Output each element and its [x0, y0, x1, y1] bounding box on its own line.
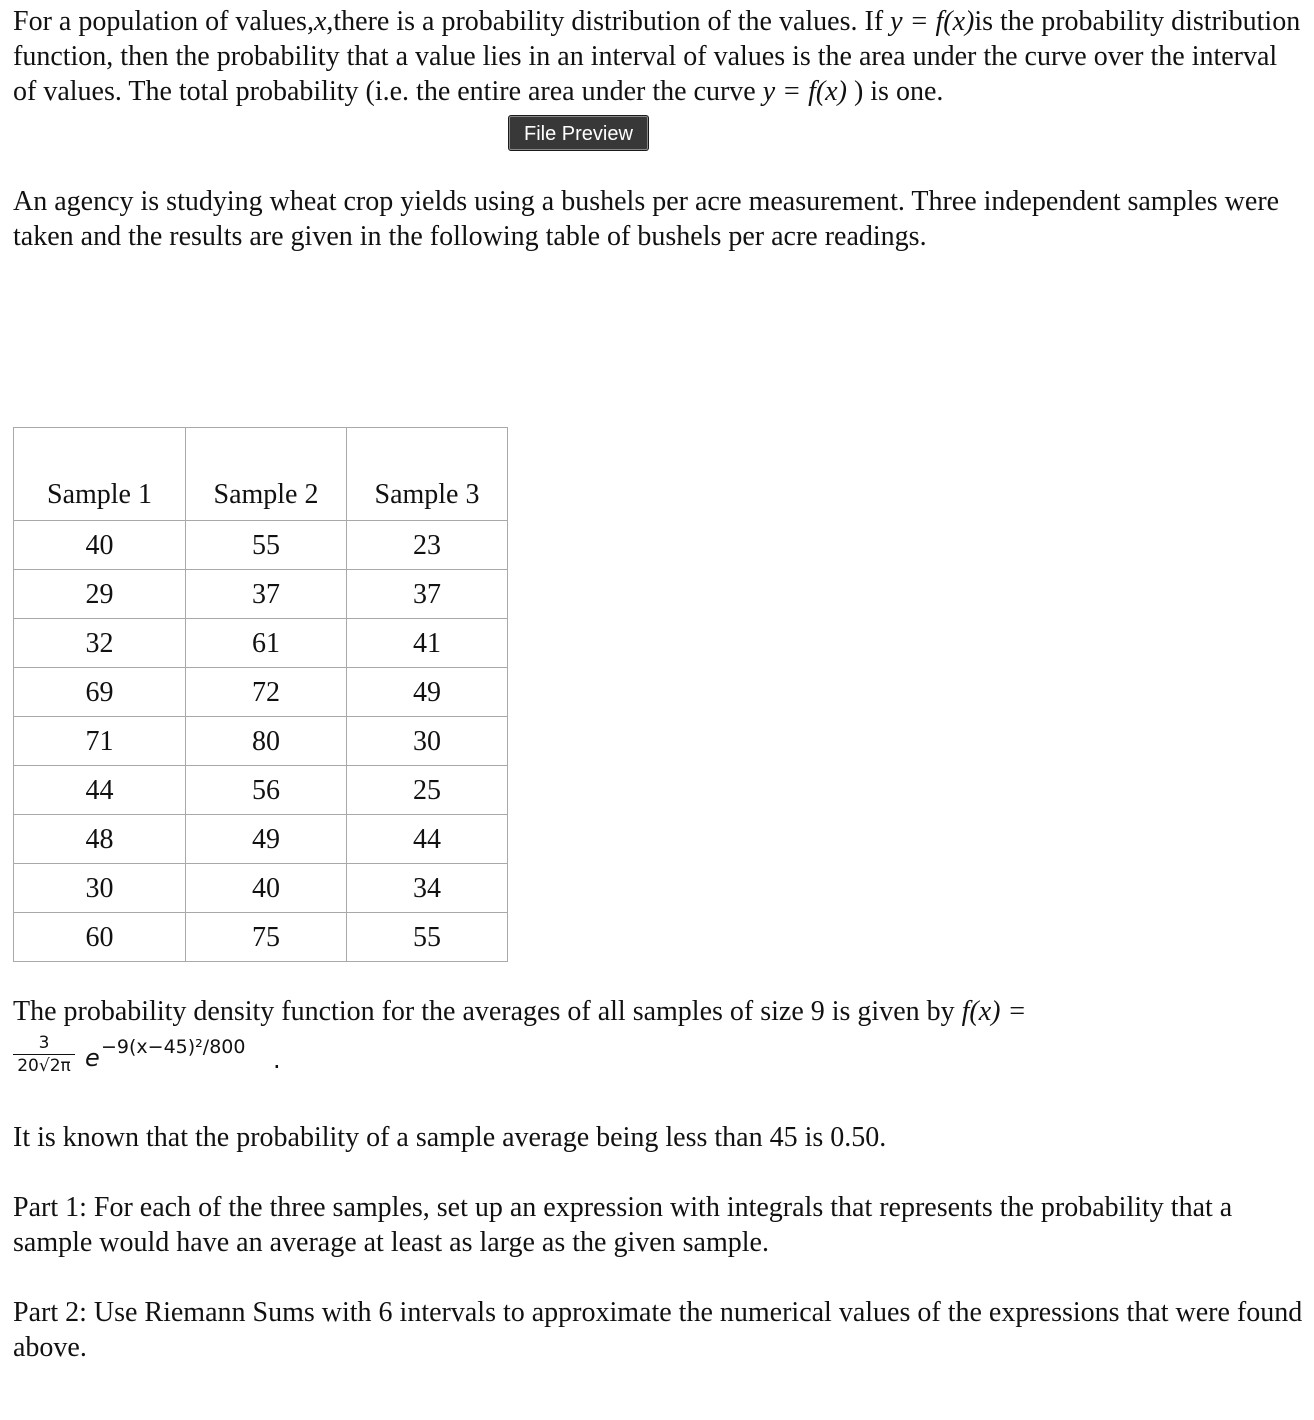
table-cell: 55: [186, 521, 347, 570]
table-cell: 25: [347, 766, 508, 815]
table-cell: 71: [14, 717, 186, 766]
part-2-paragraph: Part 2: Use Riemann Sums with 6 intervals to approximate the numerical values of the expressions that were found above.: [13, 1297, 1303, 1363]
pdf-period: .: [273, 1046, 281, 1074]
table-cell: 30: [347, 717, 508, 766]
table-cell: 55: [347, 913, 508, 962]
intro-text-1: For a population of values,: [13, 6, 314, 37]
table-cell: 37: [347, 570, 508, 619]
known-probability-paragraph: It is known that the probability of a sample average being less than 45 is 0.50.: [13, 1122, 887, 1153]
table-cell: 40: [14, 521, 186, 570]
intro-paragraph: [13, 4, 1303, 109]
table-cell: 49: [347, 668, 508, 717]
table-cell: 37: [186, 570, 347, 619]
pdf-lhs: f(x) =: [961, 996, 1027, 1027]
intro-text-4: ) is one.: [846, 76, 944, 107]
header-sample-1: Sample 1: [14, 428, 186, 521]
table-cell: 44: [14, 766, 186, 815]
table-cell: 60: [14, 913, 186, 962]
table-cell: 56: [186, 766, 347, 815]
header-sample-2: Sample 2: [186, 428, 347, 521]
table-row: [14, 913, 508, 962]
table-cell: 61: [186, 619, 347, 668]
intro-equation-1: y = f(x): [890, 6, 975, 37]
pdf-numerator: 3: [13, 1032, 75, 1055]
table-cell: 34: [347, 864, 508, 913]
table-header-row: [14, 428, 508, 521]
pdf-exponential-base: e: [85, 1044, 100, 1072]
samples-table: [13, 427, 508, 962]
agency-paragraph: An agency is studying wheat crop yields using a bushels per acre measurement. Three independent samples were taken and the results are given in the following table of bushels per acre readings.: [13, 186, 1280, 252]
table-row: [14, 619, 508, 668]
table-cell: 44: [347, 815, 508, 864]
intro-text-3: is the probability distribution function, then the probability that a value lies in an interval of values is the area under the curve over the interval of values. The total probability (i.e. the entire area under the curve: [13, 6, 1301, 107]
pdf-exponent: −9(x−45)²/800: [101, 1036, 246, 1058]
intro-text-2: ,there is a probability distribution of the values. If: [326, 6, 891, 37]
table-cell: 30: [14, 864, 186, 913]
table-cell: 23: [347, 521, 508, 570]
file-preview-button[interactable]: File Preview: [509, 116, 648, 150]
pdf-denominator: 20√2π: [17, 1056, 71, 1076]
table-cell: 69: [14, 668, 186, 717]
header-sample-3: Sample 3: [347, 428, 508, 521]
table-row: [14, 521, 508, 570]
table-cell: 49: [186, 815, 347, 864]
table-cell: 48: [14, 815, 186, 864]
table-cell: 41: [347, 619, 508, 668]
table-cell: 72: [186, 668, 347, 717]
table-cell: 40: [186, 864, 347, 913]
table-cell: 80: [186, 717, 347, 766]
intro-variable-x: x: [313, 6, 327, 37]
table-row: [14, 766, 508, 815]
table-cell: 29: [14, 570, 186, 619]
pdf-fraction: [13, 1032, 75, 1077]
table-cell: 32: [14, 619, 186, 668]
table-cell: 75: [186, 913, 347, 962]
pdf-paragraph: [13, 994, 1303, 1029]
table-row: [14, 570, 508, 619]
intro-equation-2: y = f(x): [762, 76, 847, 107]
table-row: [14, 815, 508, 864]
part-1-paragraph: Part 1: For each of the three samples, set up an expression with integrals that represents the probability that a sample would have an average at least as large as the given sample.: [13, 1192, 1233, 1258]
table-row: [14, 717, 508, 766]
table-row: [14, 864, 508, 913]
table-row: [14, 668, 508, 717]
pdf-text: The probability density function for the averages of all samples of size 9 is given by: [13, 996, 962, 1027]
